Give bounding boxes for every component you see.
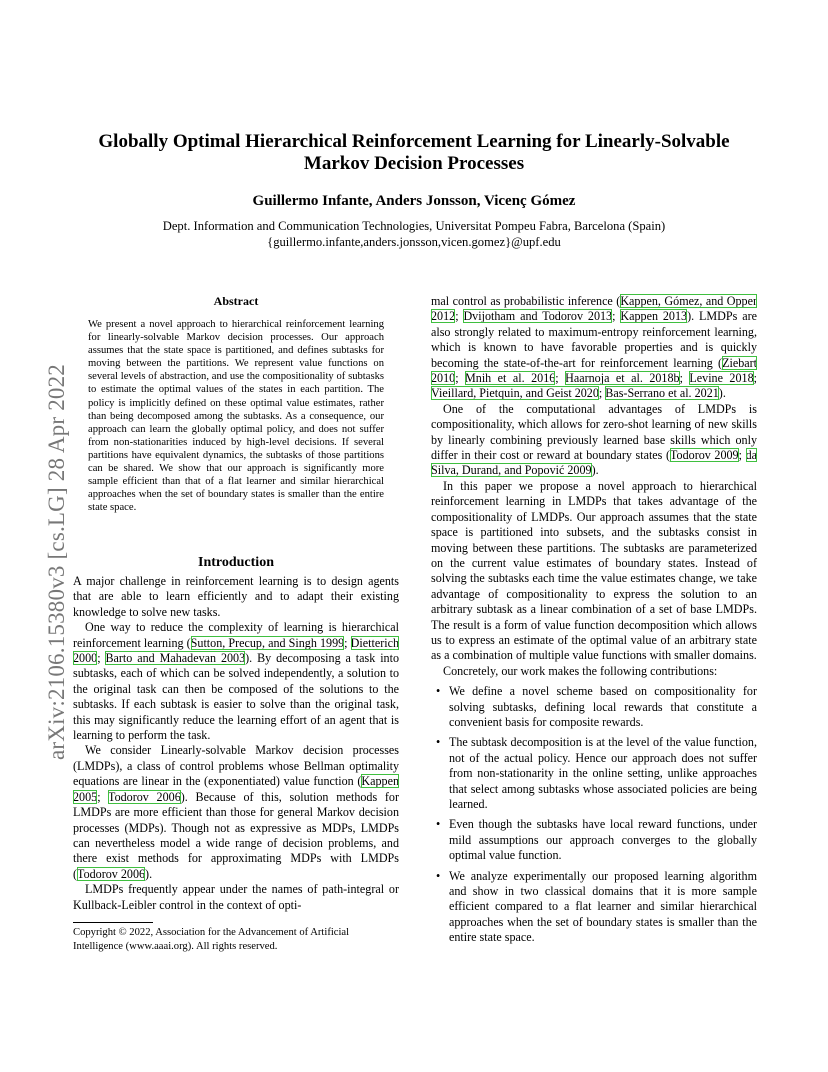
- text-run: ).: [718, 386, 726, 401]
- introduction-heading: Introduction: [198, 555, 274, 570]
- right-paragraph-1: mal control as probabilistic inference (Kappen, Gómez, and Opper 2012; Dvijotham and Todorov 2013; Kappen 2013). LMDPs are also strongly related to maximum-entropy reinforcement learning, which is known to have favorable properties and is quickly becoming the state-of-the-art for reinforcement learning (Ziebart 2010; Mnih et al. 2016; Haarnoja et al. 2018b; Levine 2018; Vieillard, Pietquin, and Geist 2020; Bas-Serrano et al. 2021).: [431, 294, 758, 401]
- intro-paragraph-3: We consider Linearly-solvable Markov decision processes (LMDPs), a class of control problems whose Bellman optimality equations are linear in the (exponentiated) value function (Kappen 2005; Todorov 2006). Because of this, solution methods for LMDPs are more efficient than those for general Markov decision processes (MDPs). Though not as expressive as MDPs, LMDPs can nevertheless model a wide range of decision problems, and there exist methods for approximating MDPs with LMDPs (Todorov 2006).: [73, 743, 399, 881]
- citation-link[interactable]: Sutton, Precup, and Singh 1999: [190, 635, 345, 650]
- text-run: ). By decomposing a task into subtasks, each of which can be solved independently, a solution to the original task can then be composed of the solutions to the subtasks. If each subtask is easier to solve than the original task, this may significantly reduce the learning effort of an agent that is learning to perform the task.: [73, 651, 400, 743]
- bullet-icon: •: [436, 868, 441, 883]
- citation-link[interactable]: Dvijotham and Todorov 2013: [463, 309, 613, 324]
- bullet-icon: •: [436, 817, 441, 832]
- bullet-icon: •: [436, 735, 441, 750]
- citation-link[interactable]: Vieillard, Pietquin, and Geist 2020: [431, 386, 599, 401]
- citation-link[interactable]: Kappen 2013: [620, 309, 688, 324]
- citation-link[interactable]: Levine 2018: [689, 371, 754, 386]
- text-run: ).: [145, 866, 153, 881]
- abstract-heading: Abstract: [213, 294, 259, 308]
- text-run: We consider Linearly-solvable Markov decision processes (LMDPs), a class of control problems whose Bellman optimality equations are linear in the (exponentiated) value function (: [73, 743, 399, 789]
- intro-paragraph-2: One way to reduce the complexity of learning is hierarchical reinforcement learning (Sutton, Precup, and Singh 1999; Dietterich 2000; Barto and Mahadevan 2003). By decomposing a task into subtasks, each of which can be solved independently, a solution to the original task can then be composed of the solutions to the subtasks. If each subtask is easier to solve than the original task, this may significantly reduce the learning effort of an agent that is learning to perform the task.: [73, 620, 400, 743]
- right-column-body: [431, 294, 757, 946]
- citation-link[interactable]: da Silva, Durand, and Popović 2009: [431, 448, 757, 478]
- citation-link[interactable]: Dietterich 2000: [73, 635, 399, 666]
- citation-link[interactable]: Todorov 2009: [670, 448, 739, 463]
- citation-link[interactable]: Kappen, Gómez, and Opper 2012: [431, 294, 758, 324]
- citation-link[interactable]: Kappen 2005: [73, 774, 399, 804]
- right-paragraph-3: In this paper we propose a novel approach to hierarchical reinforcement learning in LMDPs that takes advantage of the compositionality of LMDPs. Our approach assumes that the state space is partitioned into subsets, and the subtasks consist in moving between these partitions. The subtasks are parameterized on the current value estimates of boundary states. Instead of solving the subtasks each time the value estimates change, we take advantage of compositionality to express the solution to an arbitrary subtask as a linear combination of a set of base LMDPs. The result is a form of value function decomposition which allows us to express an estimate of the optimal value of an arbitrary state as a combination of multiple value functions with smaller domains.: [431, 478, 757, 663]
- list-item-text: Even though the subtasks have local reward functions, under mild assumptions our approach converges to the globally optimal value function.: [449, 817, 757, 863]
- citation-link[interactable]: Bas-Serrano et al. 2021: [605, 386, 719, 401]
- text-run: ).: [591, 463, 599, 478]
- paper-authors: Guillermo Infante, Anders Jonsson, Vicenç Gómez: [252, 193, 576, 209]
- abstract-body: We present a novel approach to hierarchical reinforcement learning for linearly-solvable Markov decision processes. Our approach assumes that the state space is partitioned, and defines subtasks for moving between the partitions. We represent value functions on several levels of abstraction, and use the compositionality of subtasks to estimate the optimal values of the states in each partition. The policy is implicitly defined on these optimal value estimates, rather than being decomposed among the subtasks. As a consequence, our approach can learn the globally optimal policy, and does not suffer from non-stationarities induced by high-level decisions. If several partitions have equivalent dynamics, the subtasks of those partitions can be shared. We show that our approach is significantly more sample efficient than that of a flat learner and similar hierarchical approaches when the set of boundary states is smaller than the entire state space.: [88, 319, 384, 514]
- list-item-text: We analyze experimentally our proposed learning algorithm and show in two classical domains that it is more sample efficient compared to a flat learner and similar hierarchical approaches when the set of boundary states is smaller than the entire state space.: [449, 868, 757, 945]
- arxiv-identifier: [22, 290, 69, 760]
- text-run: mal control as probabilistic inference (: [431, 294, 621, 308]
- list-item: [431, 735, 757, 812]
- citation-link[interactable]: Haarnoja et al. 2018b: [565, 371, 680, 386]
- list-item: [431, 869, 757, 946]
- list-item-text: The subtask decomposition is at the level of the value function, not of the actual policy. Hence our approach does not suffer from non-stationarity in the online setting, unlike approaches that select among subtasks whose associated policies are being learned.: [449, 735, 757, 811]
- citation-link[interactable]: Barto and Mahadevan 2003: [105, 651, 246, 666]
- text-run: One of the computational advantages of LMDPs is compositionality, which allows for zero-shot learning of new skills by linearly combining previously learned base skills which only differ in their cost or reward at boundary states (: [431, 401, 757, 463]
- intro-paragraph-4: LMDPs frequently appear under the names of path-integral or Kullback-Leibler control in the context of opti-: [73, 882, 399, 912]
- citation-link[interactable]: Todorov 2006: [77, 866, 146, 881]
- text-run: ). Because of this, solution methods for LMDPs are more efficient than those for general Markov decision processes (MDPs). Though not as expressive as MDPs, LMDPs can nevertheless model a wide range of decision problems, and there exist methods for approximating MDPs with LMDPs (: [73, 789, 399, 881]
- text-run: ). LMDPs are also strongly related to maximum-entropy reinforcement learning, which is known to have favorable properties and is quickly becoming the state-of-the-art for reinforcement learning (: [431, 309, 757, 370]
- affiliation-institution: Dept. Information and Communication Technologies, Universitat Pompeu Fabra, Barcelona (Spain): [162, 219, 666, 233]
- arxiv-identifier-text: arXiv:2106.15380v3 [cs.LG] 28 Apr 2022: [44, 364, 69, 760]
- contributions-intro: Concretely, our work makes the following contributions:: [443, 663, 718, 678]
- list-item-text: We define a novel scheme based on compositionality for solving subtasks, defining local rewards that constitute a convenient basis for composite rewards.: [449, 684, 757, 729]
- list-item: [431, 684, 757, 730]
- right-paragraph-2: One of the computational advantages of LMDPs is compositionality, which allows for zero-shot learning of new skills by linearly combining previously learned base skills which only differ in their cost or reward at boundary states (Todorov 2009; da Silva, Durand, and Popović 2009).: [431, 401, 757, 478]
- text-run: One way to reduce the complexity of learning is hierarchical reinforcement learning (: [73, 620, 399, 650]
- copyright-notice: Copyright © 2022, Association for the Advancement of Artificial Intelligence (www.aaai.org). All rights reserved.: [73, 927, 350, 952]
- affiliation-emails: {guillermo.infante,anders.jonsson,vicen.gomez}@upf.edu: [267, 235, 561, 249]
- paper-title: Globally Optimal Hierarchical Reinforcement Learning for Linearly-Solvable Markov Decision Processes: [98, 131, 730, 174]
- bullet-icon: •: [436, 684, 441, 699]
- contributions-list: [431, 684, 757, 946]
- footnote-divider: [73, 922, 153, 923]
- introduction-body: [73, 574, 399, 913]
- list-item: [431, 817, 757, 863]
- intro-paragraph-1: A major challenge in reinforcement learning is to design agents that are able to learn efficiently and to adapt their existing knowledge to solve new tasks.: [73, 574, 399, 619]
- citation-link[interactable]: Ziebart 2010: [431, 355, 757, 386]
- paper-affiliation: [70, 218, 758, 250]
- citation-link[interactable]: Mnih et al. 2016: [465, 371, 556, 386]
- citation-link[interactable]: Todorov 2006: [108, 789, 181, 804]
